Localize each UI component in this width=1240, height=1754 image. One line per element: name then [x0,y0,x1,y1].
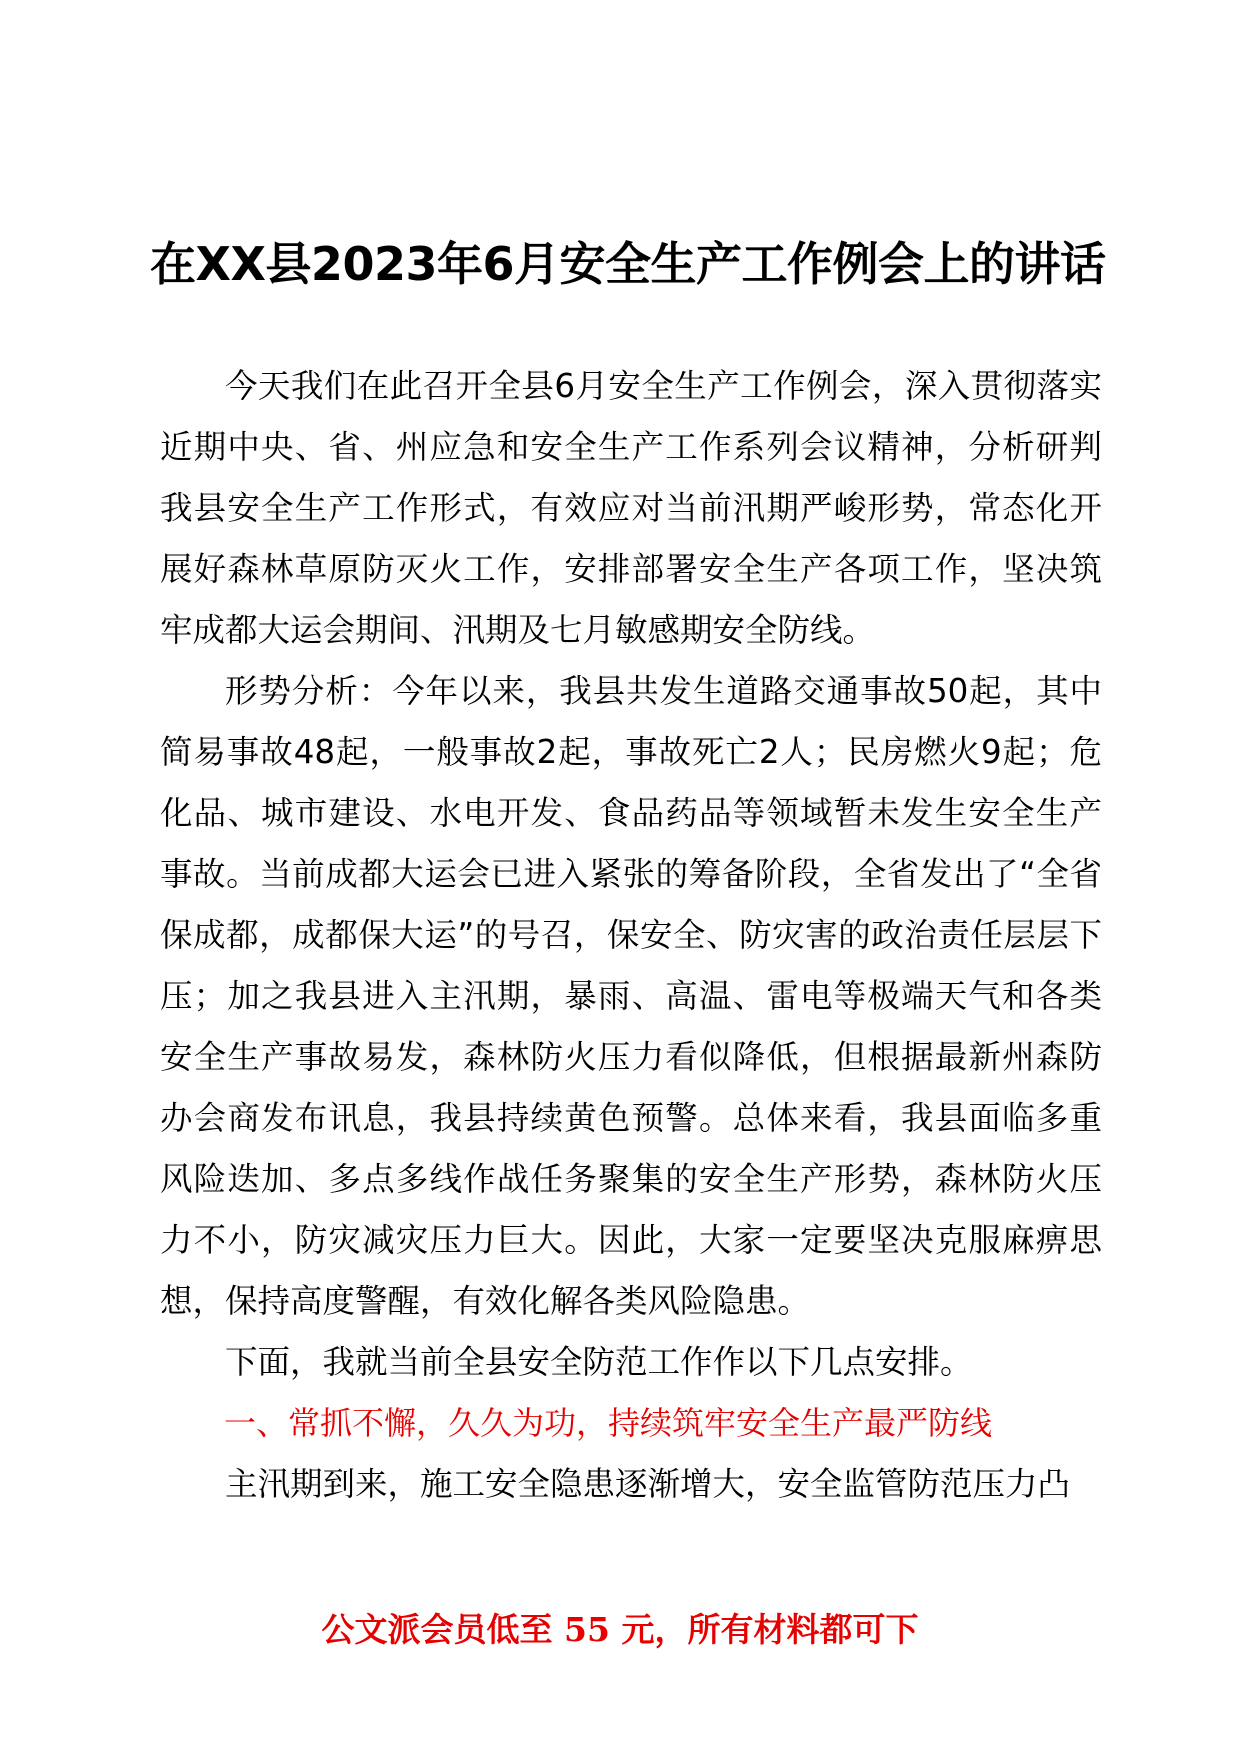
paragraph-situation-analysis: 形势分析：今年以来，我县共发生道路交通事故50起，其中简易事故48起，一般事故2起，事故死亡2人；民房燃火9起；危化品、城市建设、水电开发、食品药品等领域暂未发生安全生产事故。当前成都大运会已进入紧张的筹备阶段，全省发出了“全省保成都，成都保大运”的号召，保安全、防灾害的政治责任层层下压；加之我县进入主汛期，暴雨、高温、雷电等极端天气和各类安全生产事故易发，森林防火压力看似降低，但根据最新州森防办会商发布讯息，我县持续黄色预警。总体来看，我县面临多重风险迭加、多点多线作战任务聚集的安全生产形势，森林防火压力不小，防灾减灾压力巨大。因此，大家一定要坚决克服麻痹思想，保持高度警醒，有效化解各类风险隐患。 [160,672,1102,1320]
section-heading: 一、常抓不懈，久久为功，持续筑牢安全生产最严防线 [224,1404,993,1442]
footer-ad-banner: 公文派会员低至 55 元，所有材料都可下 [321,1610,919,1649]
paragraph-arrangement-intro: 下面，我就当前全县安全防范工作作以下几点安排。 [225,1343,973,1381]
document-body [160,356,1102,1515]
paragraph-opening: 今天我们在此召开全县6月安全生产工作例会，深入贯彻落实近期中央、省、州应急和安全生产工作系列会议精神，分析研判我县安全生产工作形式，有效应对当前汛期严峻形势，常态化开展好森林草原防灭火工作，安排部署安全生产各项工作，坚决筑牢成都大运会期间、汛期及七月敏感期安全防线。 [160,367,1102,649]
paragraph-section-one-start: 主汛期到来，施工安全隐患逐渐增大，安全监管防范压力凸 [225,1465,1071,1503]
document-title: 在XX县2023年6月安全生产工作例会上的讲话 [150,237,1106,291]
